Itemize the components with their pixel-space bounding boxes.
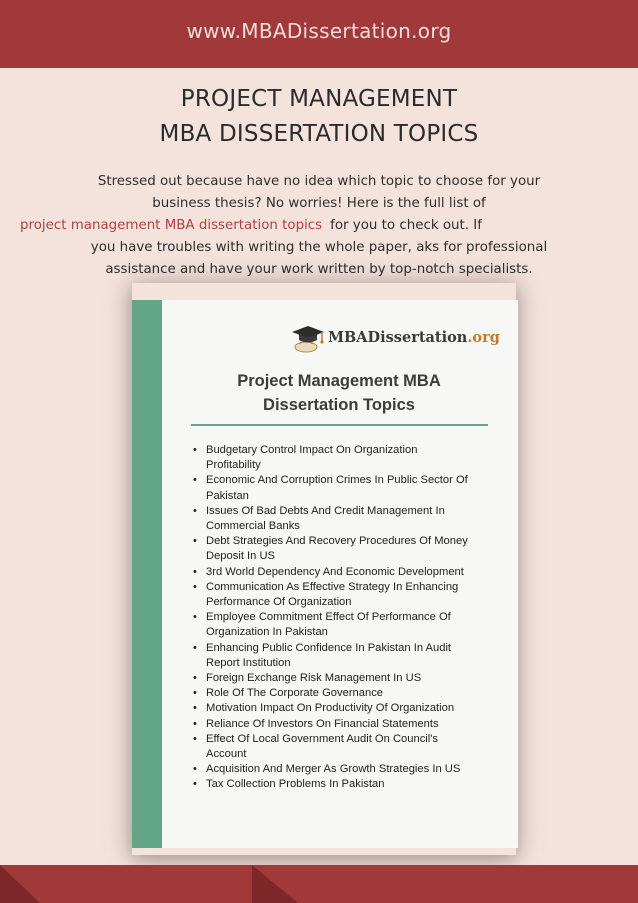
topic-item [190,671,490,686]
card-logo [291,319,500,355]
topic-line: Performance Of Organization [206,596,352,609]
topic-item [190,534,490,564]
topic-line: Account [206,748,247,761]
topic-item [190,732,490,762]
topic-item [190,717,490,732]
topic-line: Tax Collection Problems In Pakistan [206,778,385,791]
page-title-line1: PROJECT MANAGEMENT [180,86,458,112]
topic-line: Report Institution [206,656,291,669]
topic-item [190,580,490,610]
topic-item [190,610,490,640]
header-bar [0,0,638,68]
topic-line: Issues Of Bad Debts And Credit Management In [206,504,445,517]
intro-line1: Stressed out because have no idea which topic to choose for your [97,174,541,189]
intro-line4: you have troubles with writing the whole paper, aks for professional [90,240,548,255]
topic-item [190,762,490,777]
topic-item [190,777,490,792]
topic-item [190,686,490,701]
topics-list [190,443,490,793]
logo-tld: .org [467,328,500,346]
topic-line: Pakistan [206,489,249,502]
logo-text [328,329,500,346]
card-title-line2: Dissertation Topics [263,396,415,414]
topic-line: Deposit In US [206,550,276,563]
topic-line: Commercial Banks [206,520,300,533]
topic-line: Motivation Impact On Productivity Of Organization [206,702,455,715]
intro-line3 [0,215,638,237]
graduation-cap-icon [291,320,325,354]
topic-line: Acquisition And Merger As Growth Strategies In US [206,763,461,776]
topic-item [190,565,490,580]
footer-decor-left [0,865,40,903]
footer-decor-mid [252,865,298,903]
topic-line: Reliance Of Investors On Financial Statements [206,717,439,730]
topic-item [190,473,490,503]
intro-line2: business thesis? No worries! Here is the full list of [152,196,486,211]
intro-line5: assistance and have your work written by top-notch specialists. [105,262,533,277]
topic-item [190,443,490,473]
topic-line: Organization In Pakistan [206,626,328,639]
logo-brand: MBADissertation [328,328,468,346]
topic-line: Budgetary Control Impact On Organization [206,444,418,456]
page-title-line2: MBA DISSERTATION TOPICS [159,121,479,147]
topic-line: Enhancing Public Confidence In Pakistan In Audit [206,641,452,654]
site-url[interactable]: www.MBADissertation.org [186,19,452,43]
card-accent-band [132,300,162,848]
topic-item [190,504,490,534]
topic-line: Profitability [206,459,261,472]
topic-line: Employee Commitment Effect Of Performance Of [206,611,451,624]
card-title-line1: Project Management MBA [237,372,441,390]
topic-line: 3rd World Dependency And Economic Development [206,565,464,578]
topic-line: Debt Strategies And Recovery Procedures Of Money [206,535,468,548]
topic-item [190,701,490,716]
intro-line3-rest: for you to check out. If [330,218,482,233]
topic-line: Foreign Exchange Risk Management In US [206,672,422,685]
topic-item [190,641,490,671]
topic-line: Economic And Corruption Crimes In Public Sector Of [206,474,468,487]
card-divider [191,424,488,426]
topics-link[interactable]: project management MBA dissertation topics [20,218,323,233]
topic-line: Role Of The Corporate Governance [206,687,384,700]
footer-bar [0,865,638,903]
topic-line: Effect Of Local Government Audit On Council's [206,732,439,745]
topic-line: Communication As Effective Strategy In Enhancing [206,580,459,593]
